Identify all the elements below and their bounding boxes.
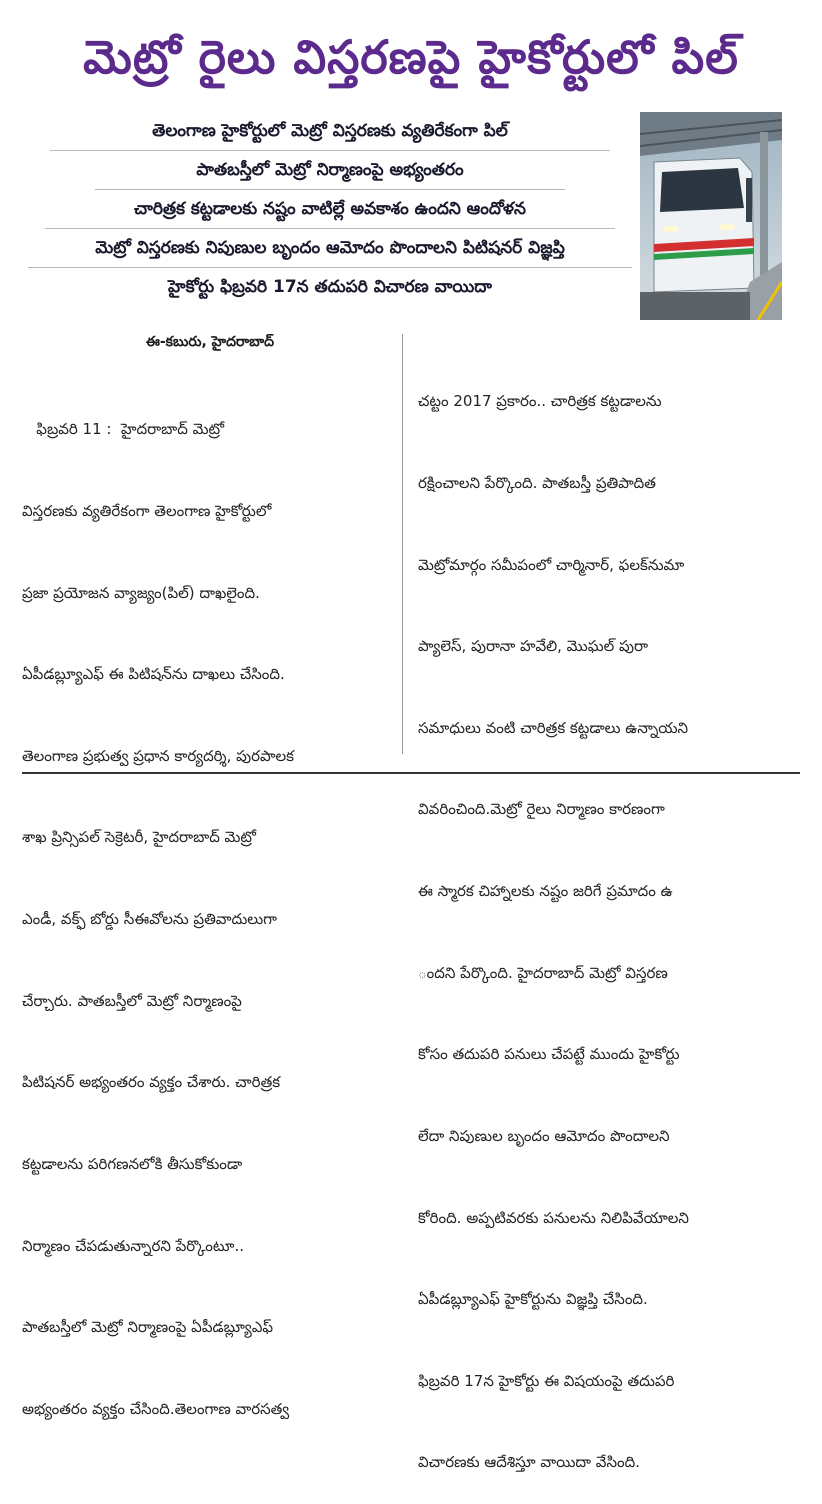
- column-divider: [402, 334, 403, 754]
- article-line: అభ్యంతరం వ్యక్తం చేసింది.తెలంగాణ వారసత్వ: [22, 1399, 290, 1418]
- article-line: విస్తరణకు వ్యతిరేకంగా తెలంగాణ హైకోర్టులో: [22, 502, 272, 521]
- highlights-list: [28, 112, 632, 306]
- highlight-item: తెలంగాణ హైకోర్టులో మెట్రో విస్తరణకు వ్యతిరేకంగా పిల్: [50, 112, 610, 151]
- metro-train-image: [640, 112, 782, 320]
- article-line: కోసం తదుపరి పనులు చేపట్టే ముందు హైకోర్టు: [418, 1045, 680, 1064]
- article-line: పిటిషనర్ అభ్యంతరం వ్యక్తం చేశారు. చారిత్రక: [22, 1073, 281, 1092]
- headline: మెట్రో రైలు విస్తరణపై హైకోర్టులో పిల్: [83, 30, 739, 84]
- article-line: రక్షించాలని పేర్కొంది. పాతబస్తీ ప్రతిపాదిత: [418, 474, 656, 493]
- byline: ఈ-కబురు, హైదరాబాద్: [145, 334, 275, 350]
- article-line: ప్యాలెస్, పురానా హవేలి, మొఘల్ పురా: [418, 637, 648, 656]
- article-line: ందని పేర్కొంది. హైదరాబాద్ మెట్రో విస్తరణ: [418, 963, 668, 982]
- article-column-left: [22, 362, 394, 1450]
- article-line: చట్టం 2017 ప్రకారం.. చారిత్రక కట్టడాలను: [418, 392, 662, 411]
- article-column-right: [418, 334, 784, 1504]
- highlight-item: హైకోర్టు ఫిబ్రవరి 17న తదుపరి విచారణ వాయిదా: [168, 277, 492, 297]
- article-line: ఏపీడబ్ల్యూఎఫ్ హైకోర్టును విజ్ఞప్తి చేసింది.: [418, 1290, 648, 1309]
- article-line: తెలంగాణ ప్రభుత్వ ప్రధాన కార్యదర్శి, పురపాలక: [22, 746, 294, 765]
- article-line: ఫిబ్రవరి 17న హైకోర్టు ఈ విషయంపై తదుపరి: [418, 1371, 675, 1390]
- article-line: వివరించింది.మెట్రో రైలు నిర్మాణం కారణంగా: [418, 800, 665, 819]
- article-line: ఏపీడబ్ల్యూఎఫ్ ఈ పిటిషన్‌ను దాఖలు చేసింది.: [22, 665, 285, 684]
- article-line: పాతబస్తీలో మెట్రో నిర్మాణంపై ఏపీడబ్ల్యూఎఫ్: [22, 1318, 274, 1337]
- article-line: కట్టడాలను పరిగణనలోకి తీసుకోకుండా: [22, 1154, 243, 1173]
- article-line: చేర్చారు. పాతబస్తీలో మెట్రో నిర్మాణంపై: [22, 991, 242, 1010]
- article-line: ఈ స్మారక చిహ్నాలకు నష్టం జరిగే ప్రమాదం ఉ: [418, 882, 673, 901]
- article-line: ఫిబ్రవరి 11 : హైదరాబాద్ మెట్రో: [22, 420, 225, 439]
- article-line: లేదా నిపుణుల బృందం ఆమోదం పొందాలని: [418, 1126, 670, 1145]
- metro-train-photo: [640, 112, 782, 320]
- article-line: సమాధులు వంటి చారిత్రక కట్టడాలు ఉన్నాయని: [418, 718, 689, 737]
- article-line: మెట్రోమార్గం సమీపంలో చార్మినార్, ఫలక్‌నుమా: [418, 555, 685, 574]
- highlight-item: మెట్రో విస్తరణకు నిపుణుల బృందం ఆమోదం పొందాలని పిటిషనర్ విజ్ఞప్తి: [28, 229, 632, 268]
- highlight-item: పాతబస్తీలో మెట్రో నిర్మాణంపై అభ్యంతరం: [95, 151, 565, 190]
- highlight-item: చారిత్రక కట్టడాలకు నష్టం వాటిల్లే అవకాశం ఉందని ఆందోళన: [45, 190, 615, 229]
- bottom-rule: [22, 772, 800, 774]
- article-line: ప్రజా ప్రయోజన వ్యాజ్యం(పిల్) దాఖలైంది.: [22, 583, 260, 602]
- article-line: విచారణకు ఆదేశిస్తూ వాయిదా వేసింది.: [418, 1453, 640, 1472]
- article-line: నిర్మాణం చేపడుతున్నారని పేర్కొంటూ..: [22, 1236, 244, 1255]
- article-line: కోరింది. అప్పటివరకు పనులను నిలిపివేయాలని: [418, 1208, 689, 1227]
- article-line: శాఖ ప్రిన్సిపల్ సెక్రెటరీ, హైదరాబాద్ మెట్రో: [22, 828, 256, 847]
- article-line: ఎండీ, వక్ఫ్ బోర్డు సీఈవోలను ప్రతివాదులుగా: [22, 910, 277, 929]
